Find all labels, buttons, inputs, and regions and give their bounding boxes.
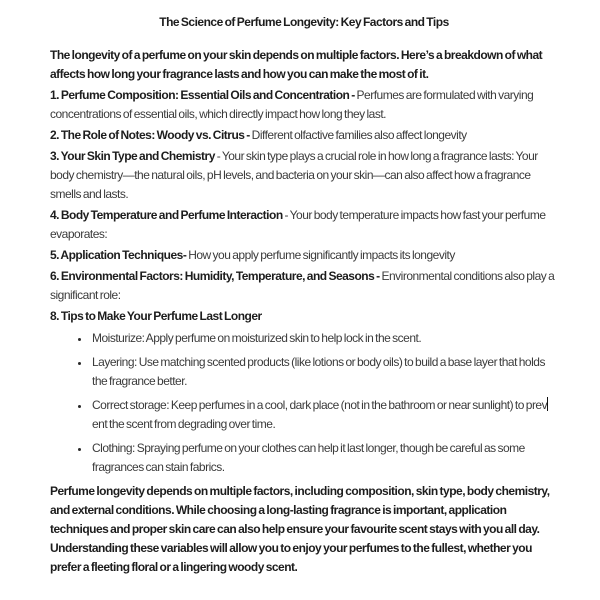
- section-body-3: - Your skin type plays a crucial role in how long a fragrance lasts: Your body chemistry—the natural oils, pH levels, and bacteria on your skin—can also affect how a fragrance smells and lasts.: [50, 149, 538, 201]
- section-heading-5: 5. Application Techniques-: [50, 248, 187, 262]
- section-paragraph-1: [50, 86, 558, 124]
- section-heading-2: 2. The Role of Notes: Woody vs. Citrus -: [50, 128, 250, 142]
- tip-text-after-caret: ent the scent from degrading over time.: [92, 417, 276, 431]
- document-title: The Science of Perfume Longevity: Key Factors and Tips: [159, 15, 449, 29]
- tip-item-storage: [90, 396, 558, 434]
- section-heading-1: 1. Perfume Composition: Essential Oils and Concentration -: [50, 88, 355, 102]
- tip-item-clothing: [90, 439, 558, 477]
- section-body-4: - Your body temperature impacts how fast your perfume evaporates:: [50, 208, 546, 241]
- bullet-list: [50, 329, 558, 477]
- section-paragraph-3: [50, 147, 558, 204]
- tip-item-moisturize: [90, 329, 558, 348]
- tip-text: Moisturize: Apply perfume on moisturized skin to help lock in the scent.: [92, 331, 422, 345]
- section-body-2: Different olfactive families also affect longevity: [249, 128, 467, 142]
- section-body-1: Perfumes are formulated with varying concentrations of essential oils, which directly impact how long they last.: [50, 88, 534, 121]
- section-heading-6: 6. Environmental Factors: Humidity, Temperature, and Seasons -: [50, 269, 380, 283]
- tips-heading: 8. Tips to Make Your Perfume Last Longer: [50, 309, 262, 323]
- text-cursor-caret: [547, 397, 548, 411]
- section-paragraph-2: [50, 126, 558, 145]
- section-heading-4: 4. Body Temperature and Perfume Interaction: [50, 208, 283, 222]
- tip-text: Clothing: Spraying perfume on your clothes can help it last longer, though be careful as some fragrances can stain fabrics.: [92, 441, 525, 474]
- section-body-5: How you apply perfume significantly impacts its longevity: [186, 248, 455, 262]
- tip-item-layering: [90, 353, 558, 391]
- tip-text-before-caret: Correct storage: Keep perfumes in a cool, dark place (not in the bathroom or near sunlight) to prev: [92, 398, 548, 412]
- conclusion-paragraph: Perfume longevity depends on multiple factors, including composition, skin type, body chemistry, and external conditions. While choosing a long-lasting fragrance is important, application techniques and proper skin care can also help ensure your favourite scent stays with you all day. Understanding these variables will allow you to enjoy your perfumes to the fullest, whether you prefer a fleeting floral or a lingering woody scent.: [50, 484, 550, 574]
- section-paragraph-5: [50, 246, 558, 265]
- section-body-6: Environmental conditions also play a significant role:: [50, 269, 555, 302]
- tip-text: Layering: Use matching scented products (like lotions or body oils) to build a base layer that holds the fragrance better.: [92, 355, 545, 388]
- section-heading-3: 3. Your Skin Type and Chemistry: [50, 149, 215, 163]
- section-paragraph-4: [50, 206, 558, 244]
- intro-paragraph: The longevity of a perfume on your skin depends on multiple factors. Here’s a breakdown of what affects how long your fragrance lasts and how you can make the most of it.: [50, 48, 543, 81]
- section-paragraph-6: [50, 267, 558, 305]
